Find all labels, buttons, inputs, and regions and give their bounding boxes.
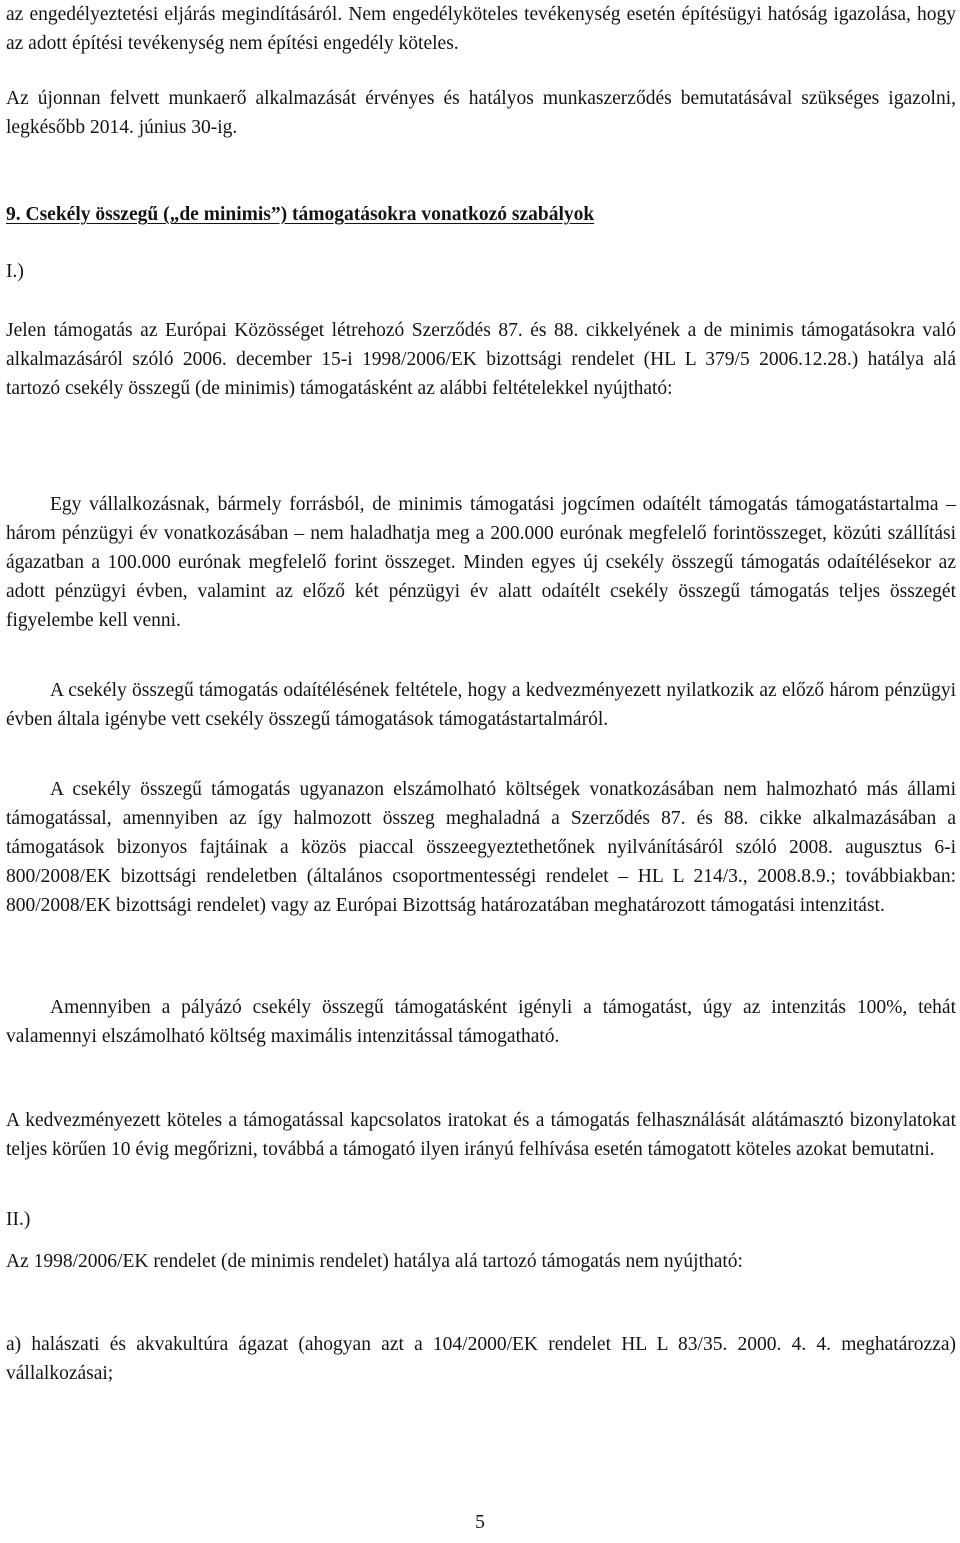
paragraph-regulation-intro: Jelen támogatás az Európai Közösséget létrehozó Szerződés 87. és 88. cikkelyének a de minimis támogatásokra való alkalmazásáról szóló 2006. december 15-i 1998/2006/EK bizottsági rendelet (HL L 379/5 2006.12.28.) hatálya alá tartozó csekély összegű (de minimis) támogatásként az alábbi feltételekkel nyújtható: — [6, 320, 956, 399]
paragraph-documents: A kedvezményezett köteles a támogatással kapcsolatos iratokat és a támogatás felhasználását alátámasztó bizonylatokat teljes körűen 10 évig megőrizni, továbbá a támogató ilyen irányú felhívása esetén támogatott köteles azokat bemutatni. — [6, 1110, 956, 1160]
paragraph-cumulation: A csekély összegű támogatás ugyanazon elszámolható költségek vonatkozásában nem halmozható más állami támogatással, amennyiben az így halmozott összeg meghaladná a Szerződés 87. és 88. cikke alkalmazásában a támogatások bizonyos fajtáinak a közös piaccal összeegyeztethetőnek nyilvánításáról szóló 2008. augusztus 6-i 800/2008/EK bizottsági rendeletben (általános csoportmentességi rendelet – HL L 214/3., 2008.8.9.; továbbiakban: 800/2008/EK bizottsági rendelet) vagy az Európai Bizottság határozatában meghatározott támogatási intenzitást. — [6, 779, 956, 916]
part-label-2: II.) — [6, 1209, 31, 1230]
part-label-1: I.) — [6, 261, 24, 282]
paragraph-permit-procedure: az engedélyeztetési eljárás megindításáról. Nem engedélyköteles tevékenység esetén építésügyi hatóság igazolása, hogy az adott építési tevékenység nem építési engedély köteles. — [6, 4, 956, 54]
paragraph-declaration: A csekély összegű támogatás odaítélésének feltétele, hogy a kedvezményezett nyilatkozik az előző három pénzügyi évben általa igénybe vett csekély összegű támogatások támogatástartalmáról. — [6, 680, 956, 730]
paragraph-intensity: Amennyiben a pályázó csekély összegű támogatásként igényli a támogatást, úgy az intenzitás 100%, tehát valamennyi elszámolható költség maximális intenzitással támogatható. — [6, 997, 956, 1047]
page-number: 5 — [475, 1512, 485, 1533]
paragraph-ceiling: Egy vállalkozásnak, bármely forrásból, de minimis támogatási jogcímen odaítélt támogatás támogatástartalma – három pénzügyi év vonatkozásában – nem haladhatja meg a 200.000 eurónak megfelelő forintösszeget, közúti szállítási ágazatban a 100.000 eurónak megfelelő forint összeget. Minden egyes új csekély összegű támogatás odaítélésekor az adott pénzügyi évben, valamint az előző két pénzügyi év alatt odaítélt csekély összegű támogatás teljes összegét figyelembe kell venni. — [6, 494, 956, 631]
paragraph-exclusions-intro: Az 1998/2006/EK rendelet (de minimis rendelet) hatálya alá tartozó támogatás nem nyújtható: — [6, 1251, 743, 1272]
list-item-fisheries: a) halászati és akvakultúra ágazat (ahogyan azt a 104/2000/EK rendelet HL L 83/35. 2000. 4. 4. meghatározza) vállalkozásai; — [6, 1334, 956, 1384]
section-heading-de-minimis: 9. Csekély összegű („de minimis”) támogatásokra vonatkozó szabályok — [6, 204, 595, 225]
paragraph-new-employee: Az újonnan felvett munkaerő alkalmazását érvényes és hatályos munkaszerződés bemutatásával szükséges igazolni, legkésőbb 2014. június 30-ig. — [6, 88, 956, 138]
